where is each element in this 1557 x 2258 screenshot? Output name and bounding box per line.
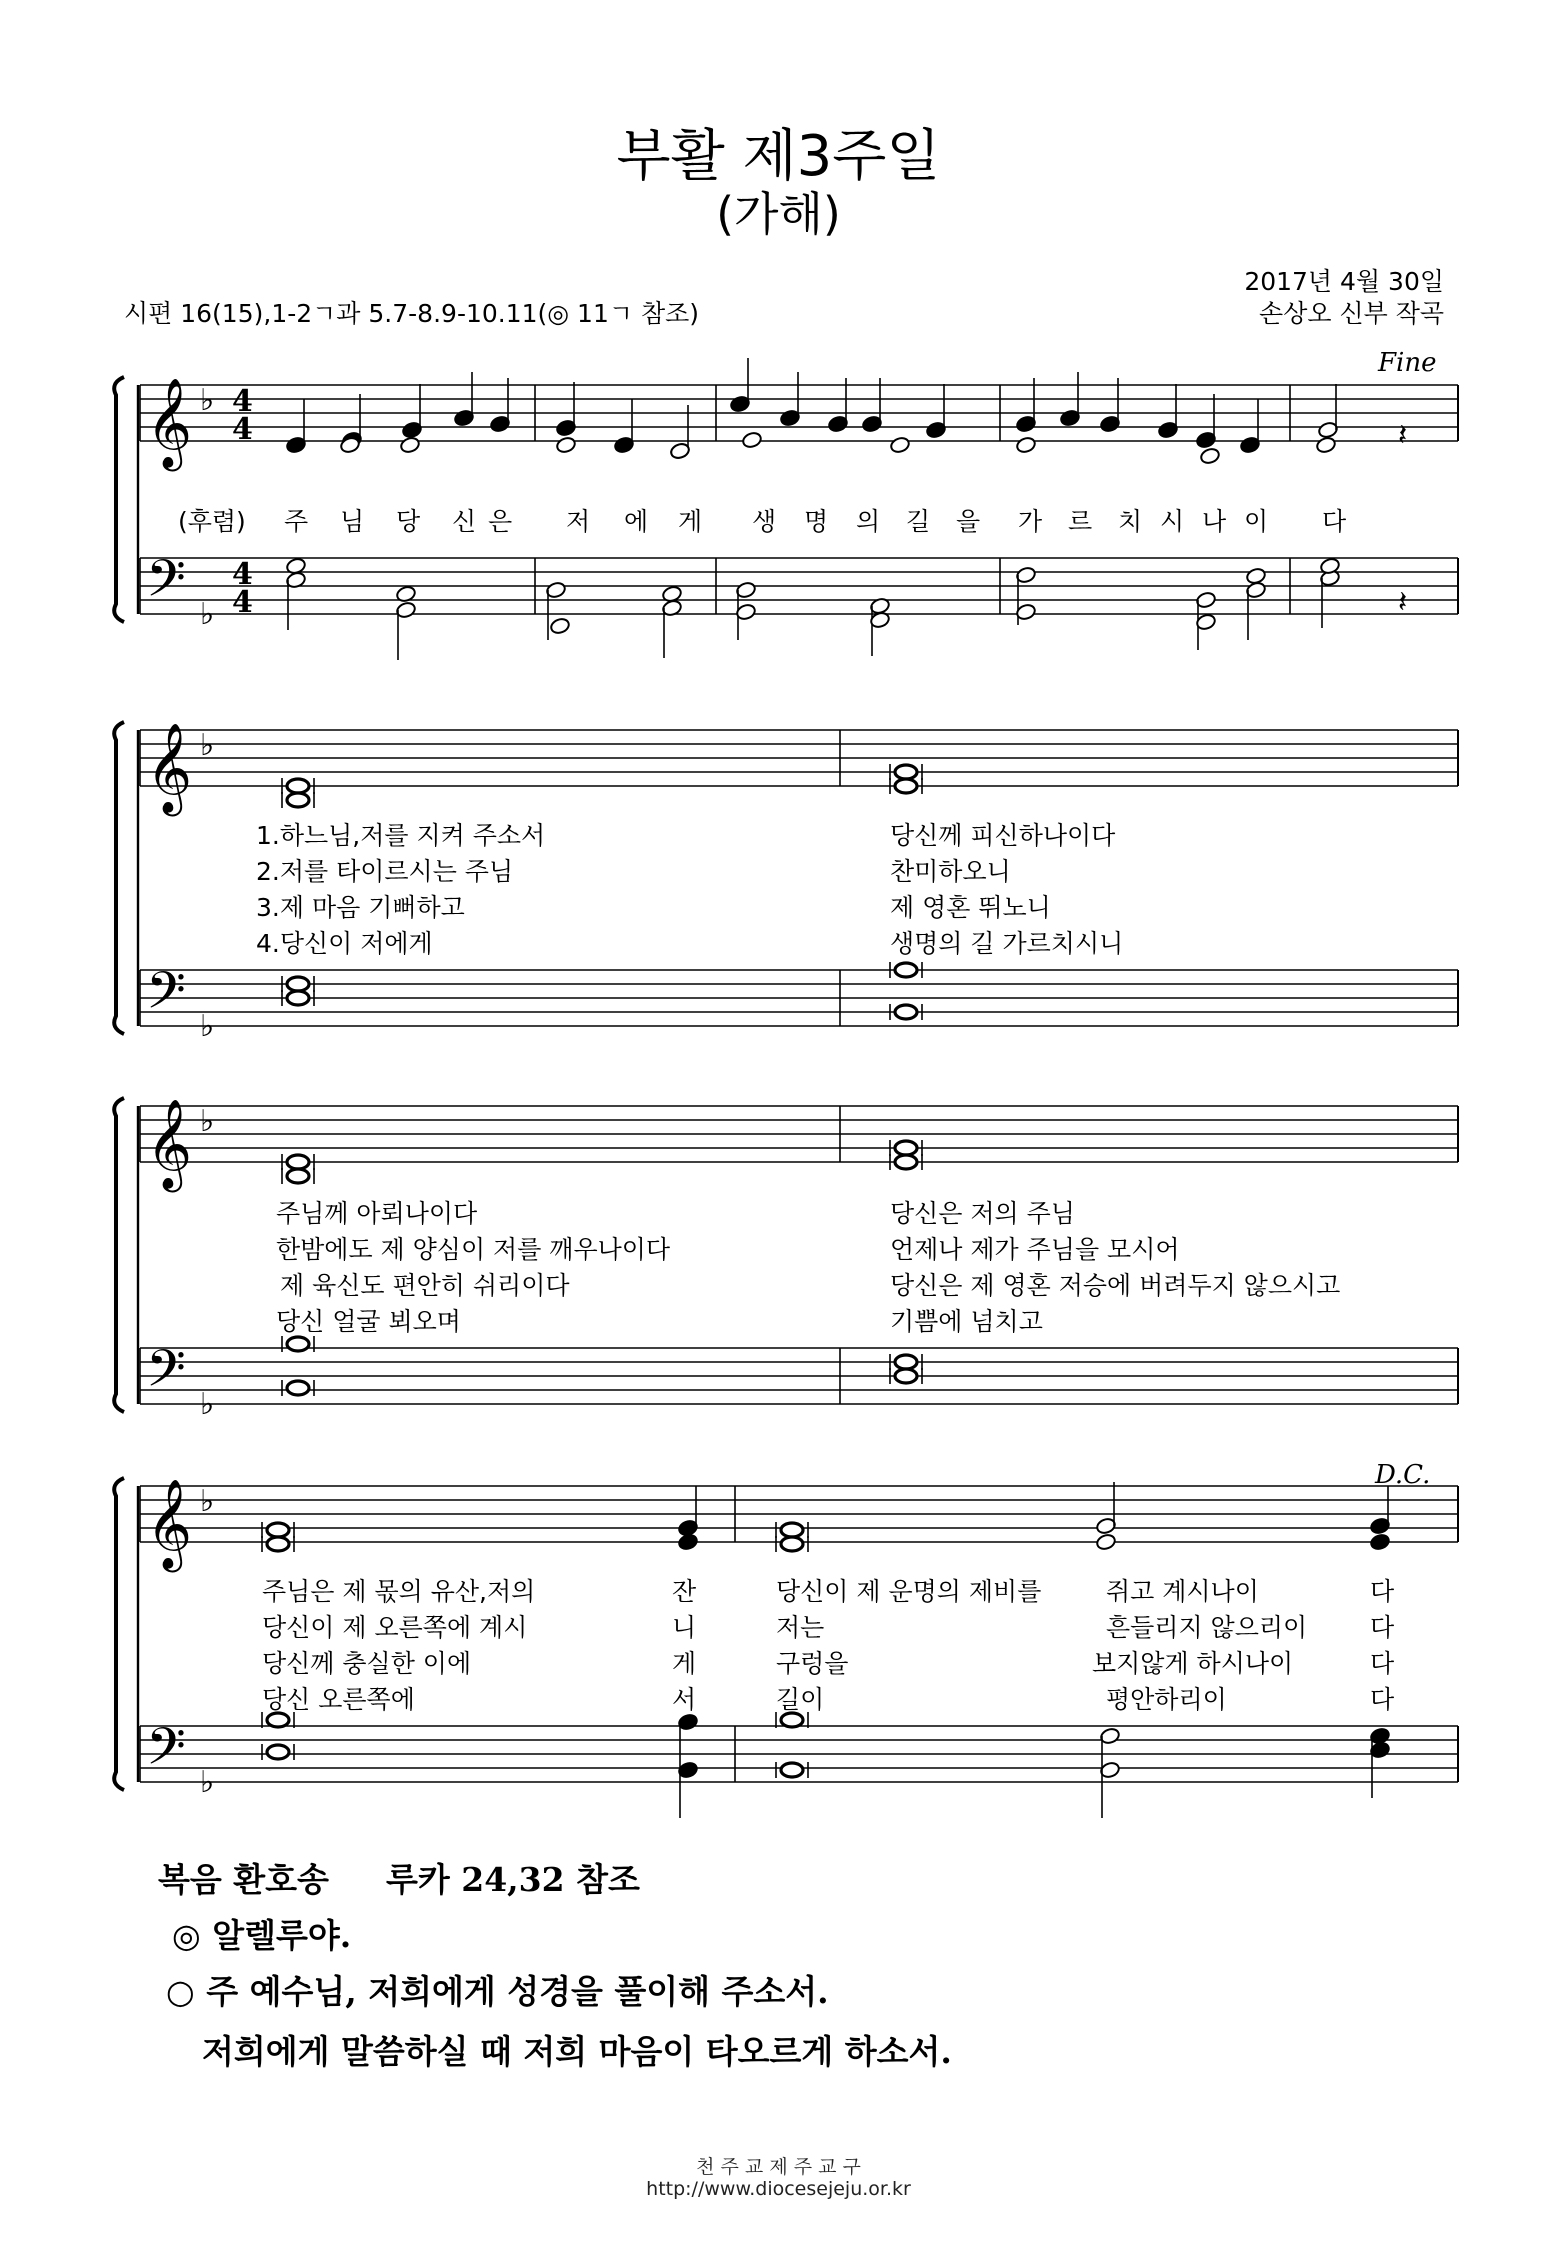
whole-note xyxy=(287,1337,309,1351)
whole-note xyxy=(287,1381,309,1395)
refrain-syllable: 저 xyxy=(566,507,591,536)
note-head-lower xyxy=(1199,447,1220,465)
verse-syllable: 다 xyxy=(1370,1649,1395,1678)
time-signature-bottom: 4 xyxy=(232,412,253,447)
verse-line: 구렁을 xyxy=(776,1649,849,1678)
page-subtitle: (가해) xyxy=(716,187,841,241)
verse-line: 제 육신도 편안히 쉬리이다 xyxy=(280,1271,570,1300)
whole-note xyxy=(287,1155,309,1169)
whole-note xyxy=(895,779,917,793)
psalm-reference: 시편 16(15),1-2ㄱ과 5.7-8.9-10.11(◎ 11ㄱ 참조) xyxy=(124,299,700,328)
whole-note xyxy=(781,1537,803,1551)
date: 2017년 4월 30일 xyxy=(1244,267,1444,296)
verse-line: 당신께 피신하나이다 xyxy=(890,821,1116,850)
verse-line: 4.당신이 저에게 xyxy=(256,929,433,958)
verse-syllable: 잔 xyxy=(672,1577,697,1606)
refrain-syllable: 님 xyxy=(340,507,365,536)
verse-line: 기쁨에 넘치고 xyxy=(890,1307,1043,1336)
whole-note xyxy=(287,977,309,991)
refrain-syllable: 당 xyxy=(396,507,421,536)
page-title: 부활 제3주일 xyxy=(616,124,941,189)
verse-line: 제 영혼 뛰노니 xyxy=(890,893,1051,922)
gospel-response: ◎ 알렐루야. xyxy=(172,1916,352,1955)
verse-line: 당신 오른쪽에 xyxy=(262,1685,415,1714)
verse-syllable: 게 xyxy=(672,1649,697,1678)
refrain-syllable: 명 xyxy=(804,507,829,536)
brace xyxy=(114,1098,124,1412)
verse-line: 한밤에도 제 양심이 저를 깨우나이다 xyxy=(276,1235,671,1264)
verse-line: 1.하느님,저를 지켜 주소서 xyxy=(256,821,546,850)
footer-org: 천 주 교 제 주 교 구 xyxy=(696,2156,861,2178)
refrain-syllable: 을 xyxy=(956,507,981,536)
whole-note xyxy=(895,1155,917,1169)
verse-line: 주님은 제 몫의 유산,저의 xyxy=(262,1577,536,1606)
refrain-syllable: 길 xyxy=(906,507,931,536)
refrain-syllable: 의 xyxy=(856,507,881,536)
note-head xyxy=(677,1533,698,1551)
bass-clef-icon: 𝄢 xyxy=(146,1716,186,1789)
verse-syllable: 니 xyxy=(672,1613,697,1642)
refrain-syllable: 다 xyxy=(1322,507,1347,536)
bass-clef-icon: 𝄢 xyxy=(146,960,186,1033)
whole-note xyxy=(895,1141,917,1155)
note-head-lower xyxy=(1015,436,1036,454)
refrain-syllable: 르 xyxy=(1068,507,1093,536)
quarter-rest-icon: 𝄽 xyxy=(1398,418,1408,453)
verse-line: 생명의 길 가르치시니 xyxy=(890,929,1124,958)
gospel-heading: 복음 환호송 xyxy=(158,1860,329,1899)
verse-line: 찬미하오니 xyxy=(890,857,1011,886)
verse-line: 주님께 아뢰나이다 xyxy=(276,1199,478,1228)
fine-mark: Fine xyxy=(1378,348,1437,378)
verse-line: 저는 xyxy=(776,1613,825,1642)
brace xyxy=(114,1478,124,1790)
time-signature-top: 4 xyxy=(232,384,253,419)
note-head-lower xyxy=(1245,567,1266,585)
verse-syllable: 서 xyxy=(672,1685,697,1714)
treble-clef-icon: 𝄞 xyxy=(146,723,193,813)
bass-clef-icon: 𝄢 xyxy=(146,548,186,621)
whole-note xyxy=(287,779,309,793)
verse-line: 당신 얼굴 뵈오며 xyxy=(276,1307,461,1336)
whole-note xyxy=(287,1169,309,1183)
note-head-lower xyxy=(555,436,576,454)
refrain-syllable: 나 xyxy=(1202,507,1227,536)
whole-note xyxy=(895,765,917,779)
verse-line: 당신께 충실한 이에 xyxy=(262,1649,472,1678)
whole-note xyxy=(895,1355,917,1369)
verse-line: 2.저를 타이르시는 주님 xyxy=(256,857,514,886)
whole-note xyxy=(287,991,309,1005)
refrain-syllable: 에 xyxy=(624,507,649,536)
whole-note xyxy=(267,1745,289,1759)
verse-syllable: 다 xyxy=(1370,1613,1395,1642)
verse-line: 당신이 제 운명의 제비를 xyxy=(776,1577,1042,1606)
time-signature-bottom: 4 xyxy=(232,585,253,620)
verse-line: 평안하리이 xyxy=(1106,1685,1227,1714)
verse-line: 보지않게 하시나이 xyxy=(1092,1649,1294,1678)
verse-line: 길이 xyxy=(776,1685,825,1714)
verse-line: 당신이 제 오른쪽에 계시 xyxy=(262,1613,528,1642)
verse-syllable: 다 xyxy=(1370,1577,1395,1606)
refrain-syllable: 게 xyxy=(678,507,703,536)
refrain-syllable: 은 xyxy=(488,507,513,536)
flat-icon: ♭ xyxy=(200,1387,215,1422)
refrain-syllable: 치 xyxy=(1118,507,1143,536)
whole-note xyxy=(781,1523,803,1537)
refrain-label: (후렴) xyxy=(178,507,246,536)
verse-line: 쥐고 계시나이 xyxy=(1106,1577,1259,1606)
flat-icon: ♭ xyxy=(200,1765,215,1800)
flat-icon: ♭ xyxy=(200,1484,215,1519)
bass-clef-icon: 𝄢 xyxy=(146,1338,186,1411)
whole-note xyxy=(781,1763,803,1777)
verse-line: 당신은 제 영혼 저승에 버려두지 않으시고 xyxy=(890,1271,1341,1300)
whole-note xyxy=(267,1537,289,1551)
note-head-lower xyxy=(1315,436,1336,454)
refrain-syllable: 생 xyxy=(752,507,777,536)
treble-clef-icon: 𝄞 xyxy=(146,1099,193,1189)
brace xyxy=(114,377,124,622)
whole-note xyxy=(895,1369,917,1383)
whole-note xyxy=(895,1005,917,1019)
flat-icon: ♭ xyxy=(200,728,215,763)
footer-url: http://www.diocesejeju.or.kr xyxy=(646,2178,911,2200)
flat-icon: ♭ xyxy=(200,1104,215,1139)
treble-clef-icon: 𝄞 xyxy=(146,378,193,468)
verse-line: 흔들리지 않으리이 xyxy=(1106,1613,1308,1642)
dc-mark: D.C. xyxy=(1375,1460,1431,1490)
whole-note xyxy=(895,963,917,977)
refrain-syllable: 신 xyxy=(452,507,477,536)
gospel-verse-line2: 저희에게 말씀하실 때 저희 마음이 타오르게 하소서. xyxy=(202,2032,952,2071)
refrain-syllable: 시 xyxy=(1160,507,1185,536)
note-head xyxy=(1095,1533,1116,1551)
brace xyxy=(114,722,124,1034)
note-head-lower xyxy=(741,431,762,449)
gospel-reference: 루카 24,32 참조 xyxy=(386,1860,640,1899)
quarter-rest-icon: 𝄽 xyxy=(1398,585,1408,620)
refrain-syllable: 주 xyxy=(284,507,309,536)
flat-icon: ♭ xyxy=(200,597,215,632)
note-head-lower xyxy=(889,436,910,454)
verse-line: 언제나 제가 주님을 모시어 xyxy=(890,1235,1180,1264)
flat-icon: ♭ xyxy=(200,383,215,418)
refrain-syllable: 가 xyxy=(1018,507,1043,536)
flat-icon: ♭ xyxy=(200,1009,215,1044)
treble-clef-icon: 𝄞 xyxy=(146,1479,193,1569)
time-signature-top: 4 xyxy=(232,557,253,592)
verse-line: 당신은 저의 주님 xyxy=(890,1199,1075,1228)
note-head-lower xyxy=(399,436,420,454)
whole-note xyxy=(267,1523,289,1537)
verse-line: 3.제 마음 기뻐하고 xyxy=(256,893,465,922)
note-head-lower xyxy=(549,617,570,635)
whole-note xyxy=(287,793,309,807)
verse-syllable: 다 xyxy=(1370,1685,1395,1714)
note-head xyxy=(1369,1533,1390,1551)
refrain-syllable: 이 xyxy=(1244,507,1269,536)
composer: 손상오 신부 작곡 xyxy=(1259,299,1444,328)
gospel-verse-line1: ○ 주 예수님, 저희에게 성경을 풀이해 주소서. xyxy=(166,1972,829,2011)
